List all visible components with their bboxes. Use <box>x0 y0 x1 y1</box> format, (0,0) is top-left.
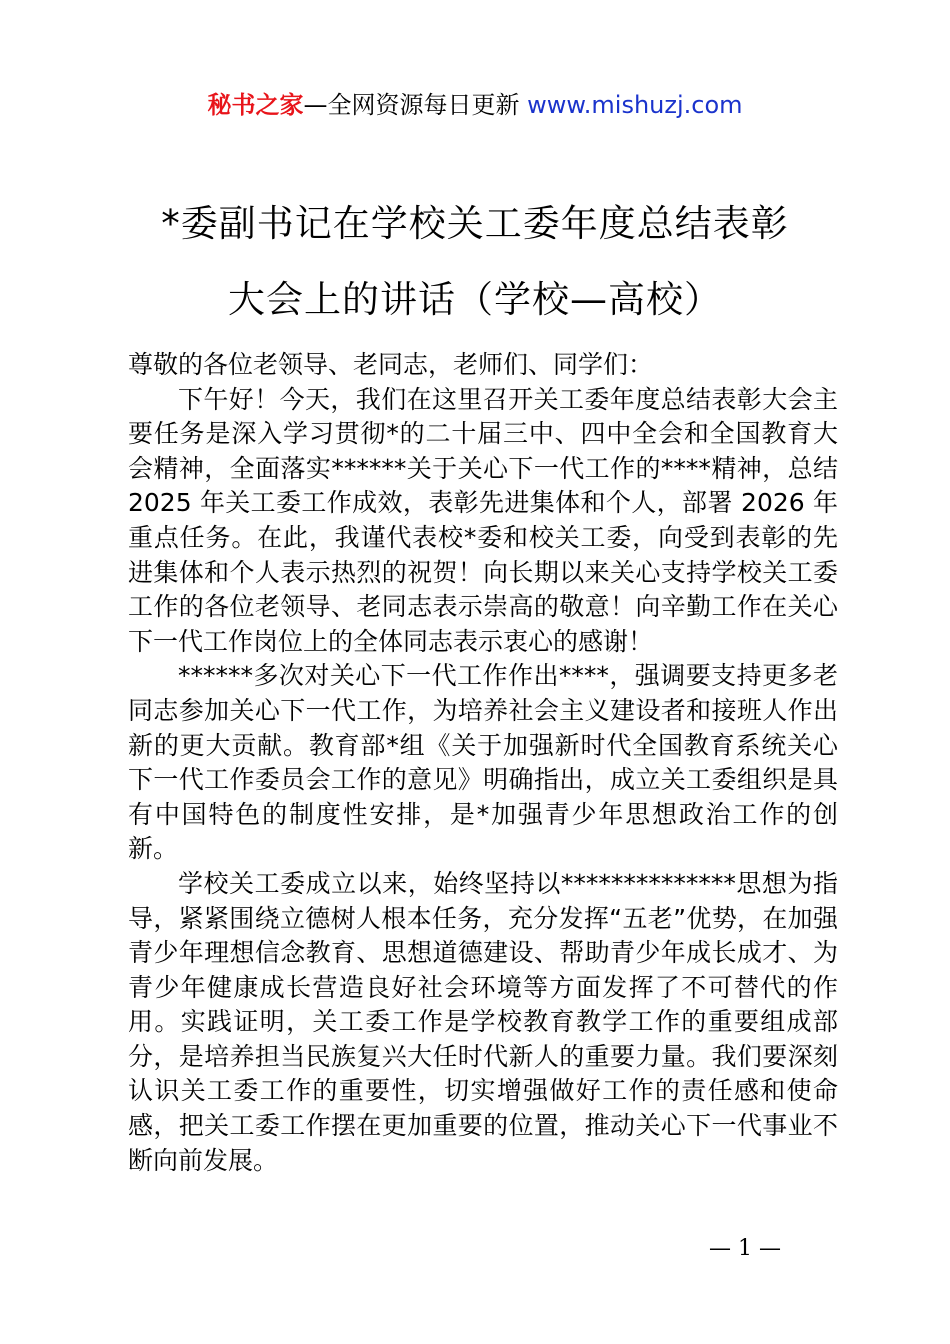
header-slogan: —全网资源每日更新 <box>303 91 528 119</box>
site-link[interactable]: www.mishuzj.com <box>527 91 743 119</box>
title-line-2: 大会上的讲话（学校—高校） <box>228 278 722 321</box>
document-body <box>128 348 838 1178</box>
salutation: 尊敬的各位老领导、老同志，老师们、同学们： <box>128 350 654 379</box>
title-line-1: *委副书记在学校关工委年度总结表彰 <box>161 202 789 245</box>
brand-name: 秘书之家 <box>207 91 304 119</box>
header-banner <box>0 88 950 122</box>
paragraph-2: ******多次对关心下一代工作作出****，强调要支持更多老同志参加关心下一代工作，为培养社会主义建设者和接班人作出新的更大贡献。教育部*组《关于加强新时代全国教育系统关心下一代工作委员会工作的意见》明确指出，成立关工委组织是具有中国特色的制度性安排，是*加强青少年思想政治工作的创新。 <box>128 661 838 864</box>
paragraph-1: 下午好！今天，我们在这里召开关工委年度总结表彰大会主要任务是深入学习贯彻*的二十届三中、四中全会和全国教育大会精神，全面落实******关于关心下一代工作的****精神，总结 2025 年关工委工作成效，表彰先进集体和个人，部署 2026 年重点任务。在此，我谨代表校*委和校关工委，向受到表彰的先进集体和个人表示热烈的祝贺！向长期以来关心支持学校关工委工作的各位老领导、老同志表示崇高的敬意！向辛勤工作在关心下一代工作岗位上的全体同志表示衷心的感谢！ <box>128 384 838 656</box>
document-title <box>0 186 950 338</box>
page-number: — 1 — <box>709 1236 781 1261</box>
paragraph-3: 学校关工委成立以来，始终坚持以**************思想为指导，紧紧围绕立德树人根本任务，充分发挥“五老”优势，在加强青少年理想信念教育、思想道德建设、帮助青少年成长成才、为青少年健康成长营造良好社会环境等方面发挥了不可替代的作用。实践证明，关工委工作是学校教育教学工作的重要组成部分，是培养担当民族复兴大任时代新人的重要力量。我们要深刻认识关工委工作的重要性，切实增强做好工作的责任感和使命感，把关工委工作摆在更加重要的位置，推动关心下一代事业不断向前发展。 <box>128 868 838 1175</box>
